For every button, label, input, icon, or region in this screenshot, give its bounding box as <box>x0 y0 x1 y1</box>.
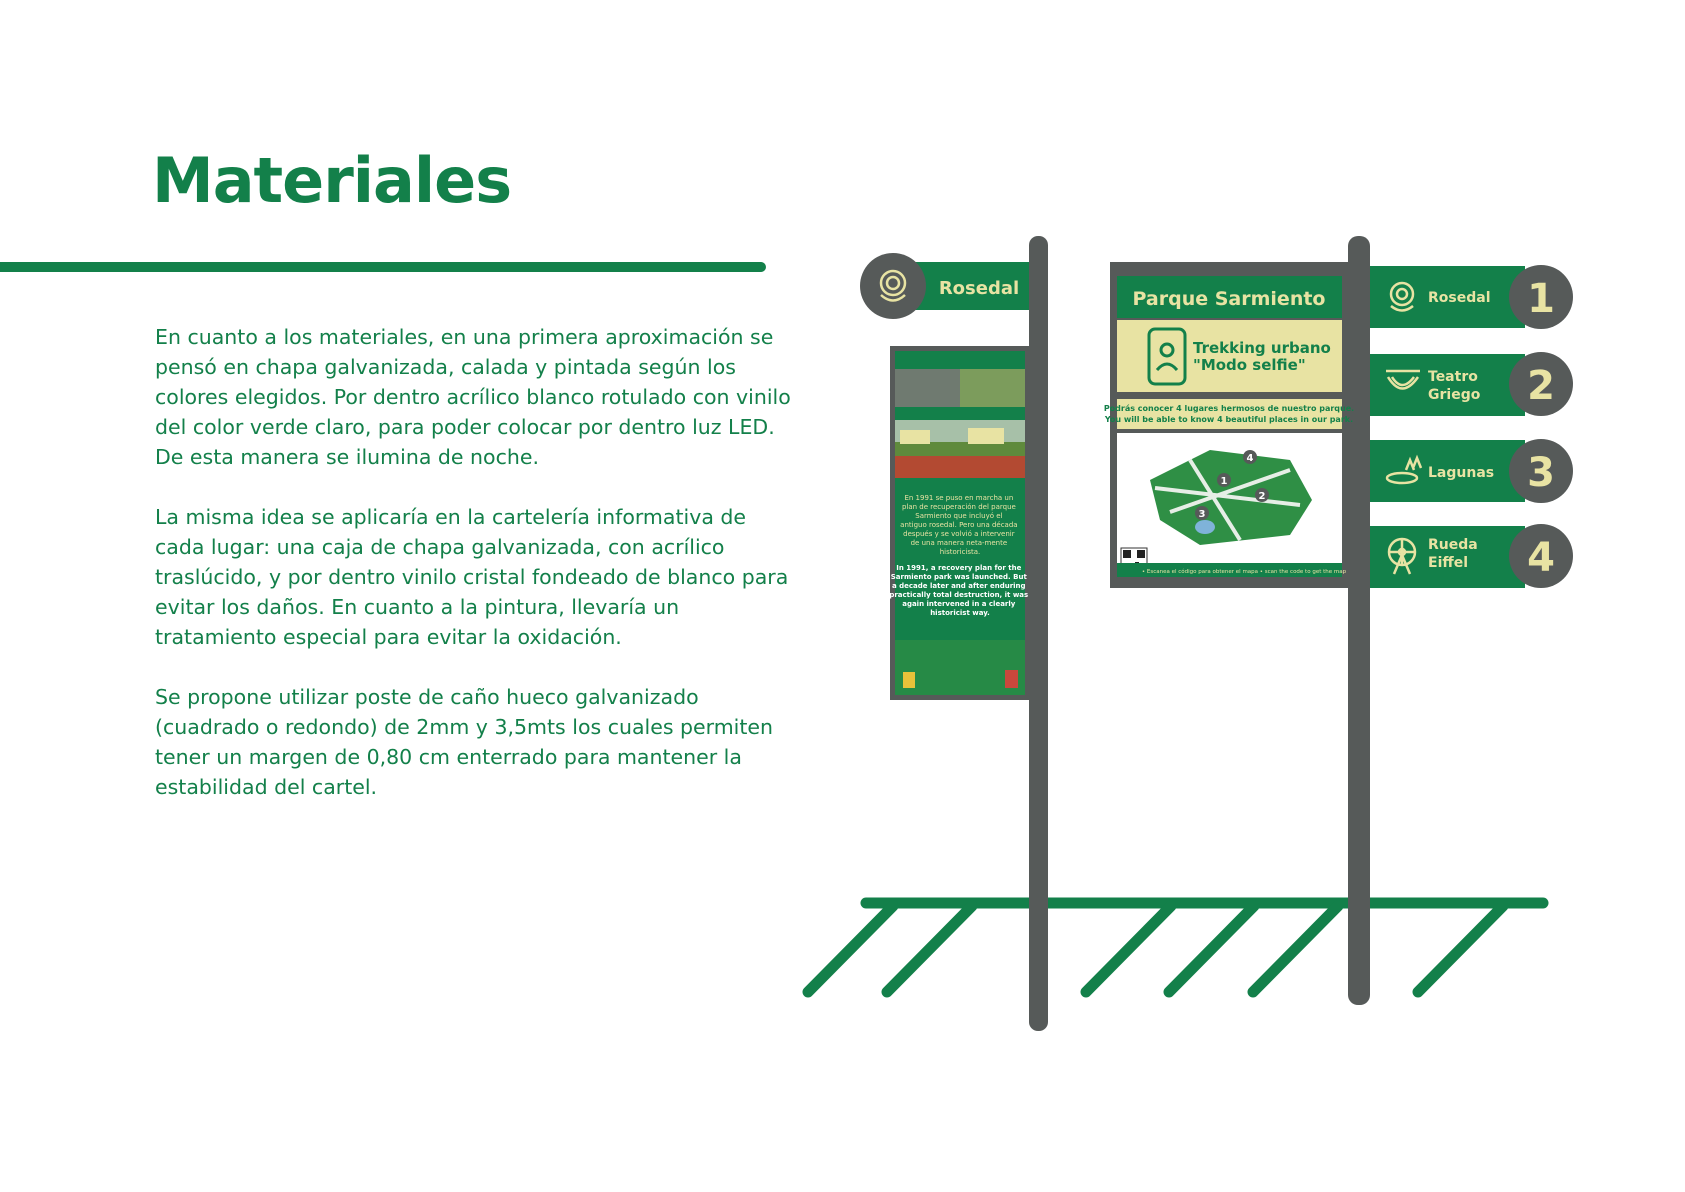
direction-number-2: 2 <box>1527 363 1555 409</box>
paragraph-materials: En cuanto a los materiales, en una primera aproximación se pensó en chapa galvanizada, calada y pintada según los colores elegidos. Por dentro acrílico blanco rotulado con vinilo del color verde claro, para poder colocar por dentro luz LED. De esta manera se ilumina de noche. <box>155 325 791 469</box>
page-title: Materiales <box>152 144 512 217</box>
left-post <box>1029 236 1048 1031</box>
paragraph-informative-signage: La misma idea se aplicaría en la cartelería informativa de cada lugar: una caja de chapa galvanizada, con acrílico traslúcido, y por dentro vinilo cristal fondeado de blanco para evitar los daños. En cuanto a la pintura, llevaría un tratamiento especial para evitar la oxidación. <box>155 505 789 649</box>
direction-sign-1 <box>1370 265 1573 329</box>
map-marker-4: 4 <box>1246 453 1254 464</box>
map-marker-1: 1 <box>1220 476 1228 487</box>
left-flag-label: Rosedal <box>938 278 1020 299</box>
panel-title: Parque Sarmiento <box>1132 288 1326 310</box>
direction-label-3: Lagunas <box>1428 465 1495 481</box>
direction-number-1: 1 <box>1527 276 1555 322</box>
right-post <box>1348 236 1370 1005</box>
direction-label-1: Rosedal <box>1428 290 1491 306</box>
direction-sign-4 <box>1370 524 1573 588</box>
panel-text-es: En 1991 se puso en marcha un plan de recuperación del parque Sarmiento que incluyó el antiguo rosedal. Pero una década después y se volvió a intervenir de una manera neta-mente historicista. <box>900 494 1018 556</box>
map-marker-2: 2 <box>1258 491 1266 502</box>
crest-icon <box>903 672 915 688</box>
right-main-panel <box>1104 262 1354 588</box>
panel-text-en: In 1991, a recovery plan for the Sarmiento park was launched. But a decade later and after enduring practically total destruction, it was again intervened in a clearly historicist way. <box>889 564 1029 617</box>
ground <box>808 903 1543 992</box>
direction-label-2: Teatro Griego <box>1428 369 1481 403</box>
direction-sign-3 <box>1370 439 1573 503</box>
intro-es: Podrás conocer 4 lugares hermosos de nuestro parque. <box>1103 404 1355 413</box>
direction-label-4: Rueda Eiffel <box>1428 537 1478 571</box>
intro-en: You will be able to know 4 beautiful places in our park. <box>1104 415 1354 424</box>
left-flag-sign <box>860 253 1029 319</box>
direction-number-4: 4 <box>1527 535 1555 581</box>
direction-sign-2 <box>1370 352 1573 416</box>
panel-footer: • Escanea el código para obtener el mapa • scan the code to get the map <box>1141 569 1347 575</box>
selfie-text: Trekking urbano "Modo selfie" <box>1193 339 1331 374</box>
map-marker-3: 3 <box>1198 509 1206 520</box>
shield-icon <box>1005 670 1018 688</box>
paragraph-posts: Se propone utilizar poste de caño hueco galvanizado (cuadrado o redondo) de 2mm y 3,5mts los cuales permiten tener un margen de 0,80 cm enterrado para mantener la estabilidad del cartel. <box>155 685 774 799</box>
direction-number-3: 3 <box>1527 450 1555 496</box>
left-info-panel <box>889 346 1030 700</box>
